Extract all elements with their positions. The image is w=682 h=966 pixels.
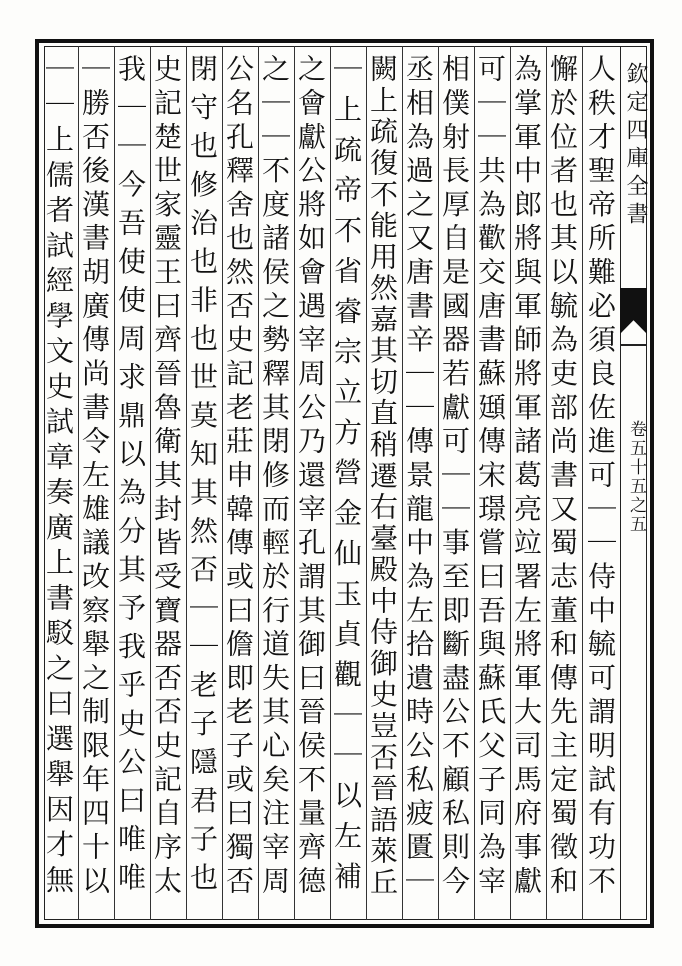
text-column-15: ｜勝否後漢書胡廣傳尚書令左雄議改察舉之制限年四十以	[78, 54, 111, 900]
juan-number: 卷五十五之五	[626, 420, 646, 534]
text-column-10: 之｜｜不度諸侯之勢釋其閉修而輕於行道失其心矣注宰周	[258, 54, 291, 900]
text-column-4: 可｜｜共為歡交唐書蘇頲傳宋璟嘗曰吾與蘇氏父子同為宰	[474, 54, 507, 900]
text-column-12: 閉守也修治也非也世莫知其然否｜｜老子隱君子也	[186, 54, 219, 901]
text-column-14: 我｜｜今吾使使周求鼎以為分其予我乎史公曰唯唯	[114, 54, 147, 901]
text-column-13: 史記楚世家靈王曰齊晉魯衛其封皆受寶器否否史記自序太	[150, 54, 183, 900]
fishtail-rule	[620, 344, 647, 346]
text-column-9: 之會獻公將如會遇宰周公乃還宰孔謂其御曰晉侯不量齊德	[294, 54, 327, 900]
text-column-3: 為掌軍中郎將與軍師將軍諸葛亮竝署左將軍大司馬府事獻	[510, 54, 543, 900]
text-column-16: ｜｜上儒者試經學文史試章奏廣上書駁之曰選舉因才無	[42, 54, 75, 900]
text-column-11: 公名孔釋舍也然否史記老莊申韓傳或曰儋即老子或曰獨否	[222, 54, 255, 900]
text-column-5: 相僕射長厚自是國器若獻可｜｜事至即斷盡公不顧私則今	[438, 54, 471, 900]
edition-title: 欽定四庫全書	[623, 62, 648, 230]
text-column-2: 懈於位者也其以毓為吏部尚書又蜀志董和傳先主定蜀徵和	[546, 54, 579, 900]
text-column-1: 人秩才聖帝所難必須良佐進可｜｜侍中毓可謂明試有功不	[584, 54, 617, 900]
text-column-6: 丞相為過之又唐書辛｜｜傳景龍中為左拾遺時公私疲匱｜	[402, 54, 435, 900]
text-column-7: 闕上疏復不能用然嘉其切直稍遷右臺殿中侍御史豈否晉語萊丘	[366, 54, 399, 899]
text-column-8: ｜上疏帝不省睿宗立方營金仙玉貞觀｜｜以左補	[330, 54, 363, 902]
